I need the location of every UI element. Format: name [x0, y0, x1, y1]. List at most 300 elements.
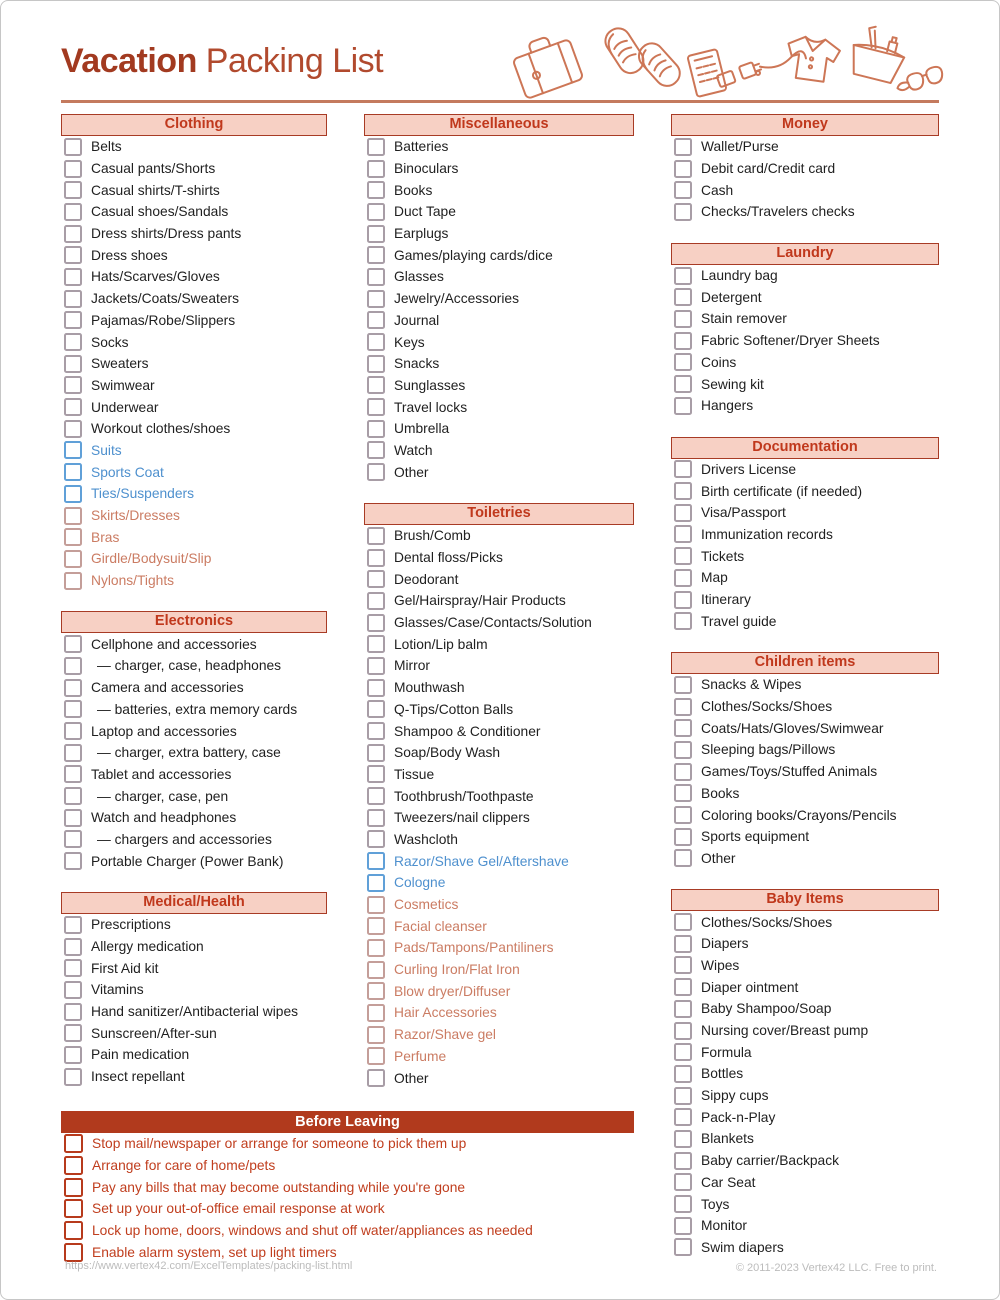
checklist-item: [61, 375, 327, 397]
item-label: Binoculars: [394, 161, 459, 177]
checkbox[interactable]: [64, 398, 82, 416]
checkbox[interactable]: [64, 1178, 83, 1197]
checkbox[interactable]: [674, 203, 692, 221]
section-header-baby-items: Baby Items: [671, 889, 939, 911]
checklist-item: [671, 1063, 939, 1085]
checkbox[interactable]: [64, 507, 82, 525]
item-label: First Aid kit: [91, 960, 159, 976]
checkbox[interactable]: [674, 698, 692, 716]
item-label: Travel locks: [394, 399, 468, 415]
item-label: Drivers License: [701, 461, 797, 477]
checkbox[interactable]: [674, 460, 692, 478]
checkbox[interactable]: [367, 830, 385, 848]
checkbox[interactable]: [367, 722, 385, 740]
checkbox[interactable]: [367, 290, 385, 308]
checklist-item: [364, 742, 634, 764]
checkbox[interactable]: [64, 1046, 82, 1064]
checkbox[interactable]: [64, 1221, 83, 1240]
checkbox[interactable]: [64, 916, 82, 934]
checkbox[interactable]: [64, 138, 82, 156]
page-title-regular: Packing List: [196, 42, 384, 80]
item-label: Arrange for care of home/pets: [92, 1158, 276, 1174]
item-label: Portable Charger (Power Bank): [91, 853, 284, 869]
item-label: Underwear: [91, 399, 159, 415]
checkbox[interactable]: [367, 463, 385, 481]
checkbox[interactable]: [674, 525, 692, 543]
item-label: Snacks: [394, 356, 440, 372]
checkbox[interactable]: [64, 744, 82, 762]
checkbox[interactable]: [64, 830, 82, 848]
item-label: Books: [394, 182, 433, 198]
item-label: Pajamas/Robe/Slippers: [91, 312, 236, 328]
checkbox[interactable]: [64, 376, 82, 394]
checkbox[interactable]: [674, 1022, 692, 1040]
checkbox[interactable]: [64, 1134, 83, 1153]
checklist-item: [364, 677, 634, 699]
checkbox[interactable]: [674, 181, 692, 199]
item-label: Blow dryer/Diffuser: [394, 983, 511, 999]
checkbox[interactable]: [674, 482, 692, 500]
checklist-item: [671, 848, 939, 870]
item-label: Map: [701, 570, 728, 586]
item-label: Sippy cups: [701, 1088, 769, 1104]
section-header-laundry: Laundry: [671, 243, 939, 265]
checklist-item: [364, 959, 634, 981]
section-medical-health: [61, 892, 327, 1088]
item-label: Diapers: [701, 936, 749, 952]
checkbox[interactable]: [64, 852, 82, 870]
item-label: Ties/Suspenders: [91, 486, 195, 502]
checklist-item: [364, 1002, 634, 1024]
item-label: Q-Tips/Cotton Balls: [394, 701, 514, 717]
column-middle: [364, 114, 634, 1109]
checkbox[interactable]: [367, 225, 385, 243]
checkbox[interactable]: [64, 420, 82, 438]
checkbox[interactable]: [367, 527, 385, 545]
checkbox[interactable]: [367, 852, 385, 870]
checkbox[interactable]: [674, 784, 692, 802]
checkbox[interactable]: [64, 355, 82, 373]
checkbox[interactable]: [367, 311, 385, 329]
checkbox[interactable]: [64, 1156, 83, 1175]
checklist-item: [671, 395, 939, 417]
checkbox[interactable]: [674, 913, 692, 931]
checkbox[interactable]: [367, 1069, 385, 1087]
checklist-item: [671, 545, 939, 567]
checkbox[interactable]: [367, 420, 385, 438]
checklist-item: [671, 265, 939, 287]
checklist-item: [364, 699, 634, 721]
checklist-item: [364, 633, 634, 655]
checkbox[interactable]: [674, 353, 692, 371]
checkbox[interactable]: [64, 290, 82, 308]
checkbox[interactable]: [64, 657, 82, 675]
checkbox[interactable]: [64, 809, 82, 827]
checkbox[interactable]: [674, 1195, 692, 1213]
item-label: Vitamins: [91, 982, 144, 998]
item-label: Tablet and accessories: [91, 766, 232, 782]
checklist-item: [61, 1198, 634, 1220]
checklist-item: [671, 761, 939, 783]
item-label: Umbrella: [394, 421, 450, 437]
item-label: Other: [701, 850, 736, 866]
checkbox[interactable]: [367, 246, 385, 264]
item-label: Coloring books/Crayons/Pencils: [701, 807, 897, 823]
checkbox[interactable]: [64, 1068, 82, 1086]
checkbox[interactable]: [674, 741, 692, 759]
item-label: Visa/Passport: [701, 505, 786, 521]
checklist-item: [671, 1106, 939, 1128]
checkbox[interactable]: [674, 676, 692, 694]
checklist-item: [61, 526, 327, 548]
checklist-item: [671, 739, 939, 761]
checkbox[interactable]: [674, 763, 692, 781]
checkbox[interactable]: [367, 160, 385, 178]
checklist-item: [61, 633, 327, 655]
checklist-item: [364, 764, 634, 786]
checkbox[interactable]: [674, 547, 692, 565]
checkbox[interactable]: [674, 138, 692, 156]
item-label: — charger, case, pen: [97, 788, 229, 804]
checkbox[interactable]: [367, 635, 385, 653]
item-label: Pack-n-Play: [701, 1109, 776, 1125]
checklist-item: [671, 696, 939, 718]
item-label: Swim diapers: [701, 1239, 784, 1255]
checklist-item: [671, 933, 939, 955]
item-label: Games/Toys/Stuffed Animals: [701, 764, 878, 780]
item-label: Keys: [394, 334, 425, 350]
checklist-item: [671, 826, 939, 848]
checkbox[interactable]: [674, 1043, 692, 1061]
item-label: Bras: [91, 529, 120, 545]
checkbox[interactable]: [674, 397, 692, 415]
checklist-item: [671, 1150, 939, 1172]
checkbox[interactable]: [674, 504, 692, 522]
checkbox[interactable]: [367, 181, 385, 199]
item-label: — charger, case, headphones: [97, 658, 282, 674]
section-before-leaving: [61, 1111, 634, 1263]
checklist-item: [364, 418, 634, 440]
checkbox[interactable]: [64, 1199, 83, 1218]
checklist-item: [671, 717, 939, 739]
item-label: Watch: [394, 442, 433, 458]
checklist-item: [364, 1024, 634, 1046]
checkbox[interactable]: [674, 267, 692, 285]
section-documentation: [671, 437, 939, 633]
checkbox[interactable]: [367, 592, 385, 610]
item-label: Dress shoes: [91, 247, 168, 263]
checklist-item: [364, 807, 634, 829]
checklist-item: [61, 850, 327, 872]
checkbox[interactable]: [64, 1024, 82, 1042]
checkbox[interactable]: [367, 657, 385, 675]
item-label: Other: [394, 464, 429, 480]
checkbox[interactable]: [367, 765, 385, 783]
checkbox[interactable]: [674, 160, 692, 178]
checkbox[interactable]: [367, 398, 385, 416]
checkbox[interactable]: [674, 1130, 692, 1148]
checkbox[interactable]: [64, 635, 82, 653]
checkbox[interactable]: [367, 939, 385, 957]
checkbox[interactable]: [367, 917, 385, 935]
checkbox[interactable]: [64, 441, 82, 459]
checklist-item: [671, 589, 939, 611]
checkbox[interactable]: [64, 572, 82, 590]
checkbox[interactable]: [674, 612, 692, 630]
checklist-item: [671, 524, 939, 546]
checklist-item: [61, 829, 327, 851]
item-label: Curling Iron/Flat Iron: [394, 962, 520, 978]
item-label: Detergent: [701, 289, 762, 305]
checkbox[interactable]: [64, 181, 82, 199]
checklist-item: [364, 720, 634, 742]
checkbox[interactable]: [367, 549, 385, 567]
checklist-item: [671, 911, 939, 933]
checkbox[interactable]: [367, 1047, 385, 1065]
checkbox[interactable]: [367, 441, 385, 459]
item-label: Earplugs: [394, 226, 449, 242]
section-header-toiletries: Toiletries: [364, 503, 634, 525]
checkbox[interactable]: [64, 700, 82, 718]
checkbox[interactable]: [64, 203, 82, 221]
item-label: Casual shoes/Sandals: [91, 204, 229, 220]
item-label: Monitor: [701, 1218, 748, 1234]
checklist-item: [61, 1001, 327, 1023]
checkbox[interactable]: [367, 961, 385, 979]
checkbox[interactable]: [674, 935, 692, 953]
item-label: Watch and headphones: [91, 810, 237, 826]
item-label: Travel guide: [701, 613, 777, 629]
checkbox[interactable]: [64, 1003, 82, 1021]
checklist-item: [61, 461, 327, 483]
checkbox[interactable]: [367, 744, 385, 762]
checkbox[interactable]: [674, 591, 692, 609]
checklist-item: [61, 785, 327, 807]
checklist-item: [61, 570, 327, 592]
checklist-item: [671, 373, 939, 395]
checkbox[interactable]: [367, 333, 385, 351]
checkbox[interactable]: [674, 956, 692, 974]
checkbox[interactable]: [674, 849, 692, 867]
item-label: Blankets: [701, 1131, 754, 1147]
checklist-item: [671, 976, 939, 998]
checkbox[interactable]: [674, 1173, 692, 1191]
checkbox[interactable]: [674, 332, 692, 350]
item-label: Mirror: [394, 658, 431, 674]
item-label: Casual pants/Shorts: [91, 161, 216, 177]
item-label: Insect repellant: [91, 1069, 185, 1085]
item-label: Allergy medication: [91, 939, 204, 955]
checkbox[interactable]: [64, 722, 82, 740]
checklist-item: [364, 894, 634, 916]
checkbox[interactable]: [674, 1152, 692, 1170]
checkbox[interactable]: [64, 333, 82, 351]
item-label: Pads/Tampons/Pantiliners: [394, 940, 554, 956]
item-label: Hand sanitizer/Antibacterial wipes: [91, 1004, 299, 1020]
checklist-item: [671, 158, 939, 180]
checkbox[interactable]: [367, 138, 385, 156]
checkbox[interactable]: [64, 765, 82, 783]
checkbox[interactable]: [674, 288, 692, 306]
item-label: Socks: [91, 334, 129, 350]
item-label: Hair Accessories: [394, 1005, 497, 1021]
checklist-item: [364, 655, 634, 677]
checkbox[interactable]: [367, 896, 385, 914]
item-label: Itinerary: [701, 592, 751, 608]
checklist-item: [61, 1155, 634, 1177]
checklist-item: [61, 957, 327, 979]
item-label: Sports Coat: [91, 464, 164, 480]
checkbox[interactable]: [64, 225, 82, 243]
item-label: Car Seat: [701, 1174, 756, 1190]
item-label: Checks/Travelers checks: [701, 204, 855, 220]
checkbox[interactable]: [64, 463, 82, 481]
checklist-item: [364, 1067, 634, 1089]
checkbox[interactable]: [367, 787, 385, 805]
page-title: [61, 43, 383, 80]
checklist-item: [364, 872, 634, 894]
checkbox[interactable]: [674, 719, 692, 737]
checkbox[interactable]: [367, 268, 385, 286]
checklist-item: [61, 699, 327, 721]
checklist-item: [671, 1172, 939, 1194]
checkbox[interactable]: [674, 806, 692, 824]
checkbox[interactable]: [367, 874, 385, 892]
checkbox[interactable]: [367, 614, 385, 632]
checkbox[interactable]: [674, 1238, 692, 1256]
checklist-item: [364, 201, 634, 223]
checklist-item: [671, 998, 939, 1020]
checkbox[interactable]: [64, 246, 82, 264]
item-label: Sleeping bags/Pillows: [701, 742, 836, 758]
item-label: Girdle/Bodysuit/Slip: [91, 551, 212, 567]
section-electronics: [61, 611, 327, 872]
checklist-item: [364, 461, 634, 483]
item-label: Suits: [91, 442, 122, 458]
checkbox[interactable]: [674, 310, 692, 328]
item-label: Cash: [701, 182, 734, 198]
section-clothing: [61, 114, 327, 591]
checklist-item: [61, 266, 327, 288]
checklist-item: [61, 288, 327, 310]
checkbox[interactable]: [367, 700, 385, 718]
checkbox[interactable]: [674, 1087, 692, 1105]
checkbox[interactable]: [64, 550, 82, 568]
checklist-item: [61, 807, 327, 829]
checklist-item: [671, 480, 939, 502]
checklist-item: [61, 158, 327, 180]
checkbox[interactable]: [64, 160, 82, 178]
checklist-item: [364, 440, 634, 462]
section-children-items: [671, 652, 939, 869]
checklist-item: [61, 548, 327, 570]
checkbox[interactable]: [64, 1243, 83, 1262]
checkbox[interactable]: [64, 528, 82, 546]
checkbox[interactable]: [674, 1217, 692, 1235]
item-label: Lock up home, doors, windows and shut off water/appliances as needed: [92, 1223, 533, 1239]
checkbox[interactable]: [64, 787, 82, 805]
checkbox[interactable]: [64, 959, 82, 977]
checkbox[interactable]: [674, 1108, 692, 1126]
item-label: Hangers: [701, 398, 754, 414]
checkbox[interactable]: [367, 1004, 385, 1022]
checkbox[interactable]: [674, 1065, 692, 1083]
item-label: Coats/Hats/Gloves/Swimwear: [701, 720, 884, 736]
checkbox[interactable]: [674, 569, 692, 587]
checkbox[interactable]: [367, 355, 385, 373]
checkbox[interactable]: [64, 938, 82, 956]
checkbox[interactable]: [64, 268, 82, 286]
item-label: Debit card/Credit card: [701, 161, 836, 177]
item-label: Pain medication: [91, 1047, 190, 1063]
item-label: Enable alarm system, set up light timers: [92, 1244, 337, 1260]
item-label: — charger, extra battery, case: [97, 745, 281, 761]
checkbox[interactable]: [64, 679, 82, 697]
checklist-item: [671, 783, 939, 805]
checklist-item: [364, 244, 634, 266]
checkbox[interactable]: [367, 570, 385, 588]
item-label: Glasses: [394, 269, 444, 285]
checkbox[interactable]: [674, 375, 692, 393]
checklist-item: [61, 505, 327, 527]
checklist-item: [364, 829, 634, 851]
item-label: Camera and accessories: [91, 680, 244, 696]
checklist-item: [671, 1128, 939, 1150]
item-label: Tissue: [394, 766, 435, 782]
checkbox[interactable]: [674, 978, 692, 996]
item-label: Swimwear: [91, 377, 155, 393]
item-label: Mouthwash: [394, 680, 465, 696]
item-label: Nylons/Tights: [91, 573, 175, 589]
checkbox[interactable]: [367, 203, 385, 221]
before-leaving-header: Before Leaving: [61, 1111, 634, 1133]
section-money: [671, 114, 939, 223]
item-label: Baby Shampoo/Soap: [701, 1001, 832, 1017]
checkbox[interactable]: [64, 311, 82, 329]
checkbox[interactable]: [674, 828, 692, 846]
checklist-item: [61, 353, 327, 375]
checkbox[interactable]: [367, 376, 385, 394]
checkbox[interactable]: [674, 1000, 692, 1018]
checklist-item: [364, 136, 634, 158]
item-label: Clothes/Socks/Shoes: [701, 699, 833, 715]
checklist-item: [364, 375, 634, 397]
item-label: Cellphone and accessories: [91, 636, 257, 652]
item-label: Stain remover: [701, 311, 787, 327]
checkbox[interactable]: [64, 485, 82, 503]
checklist-item: [364, 590, 634, 612]
checklist-item: [61, 440, 327, 462]
checklist-item: [671, 459, 939, 481]
checklist-item: [61, 331, 327, 353]
checklist-item: [61, 720, 327, 742]
checkbox[interactable]: [367, 982, 385, 1000]
item-label: Tweezers/nail clippers: [394, 810, 530, 826]
item-label: Stop mail/newspaper or arrange for someone to pick them up: [92, 1136, 467, 1152]
item-label: Belts: [91, 139, 122, 155]
checkbox[interactable]: [367, 679, 385, 697]
checklist-item: [61, 244, 327, 266]
item-label: Toys: [701, 1196, 730, 1212]
checklist-item: [61, 742, 327, 764]
item-label: Sunglasses: [394, 377, 466, 393]
checklist-item: [61, 1220, 634, 1242]
checkbox[interactable]: [367, 1026, 385, 1044]
checkbox[interactable]: [367, 809, 385, 827]
item-label: Games/playing cards/dice: [394, 247, 553, 263]
checklist-item: [364, 288, 634, 310]
checkbox[interactable]: [64, 981, 82, 999]
